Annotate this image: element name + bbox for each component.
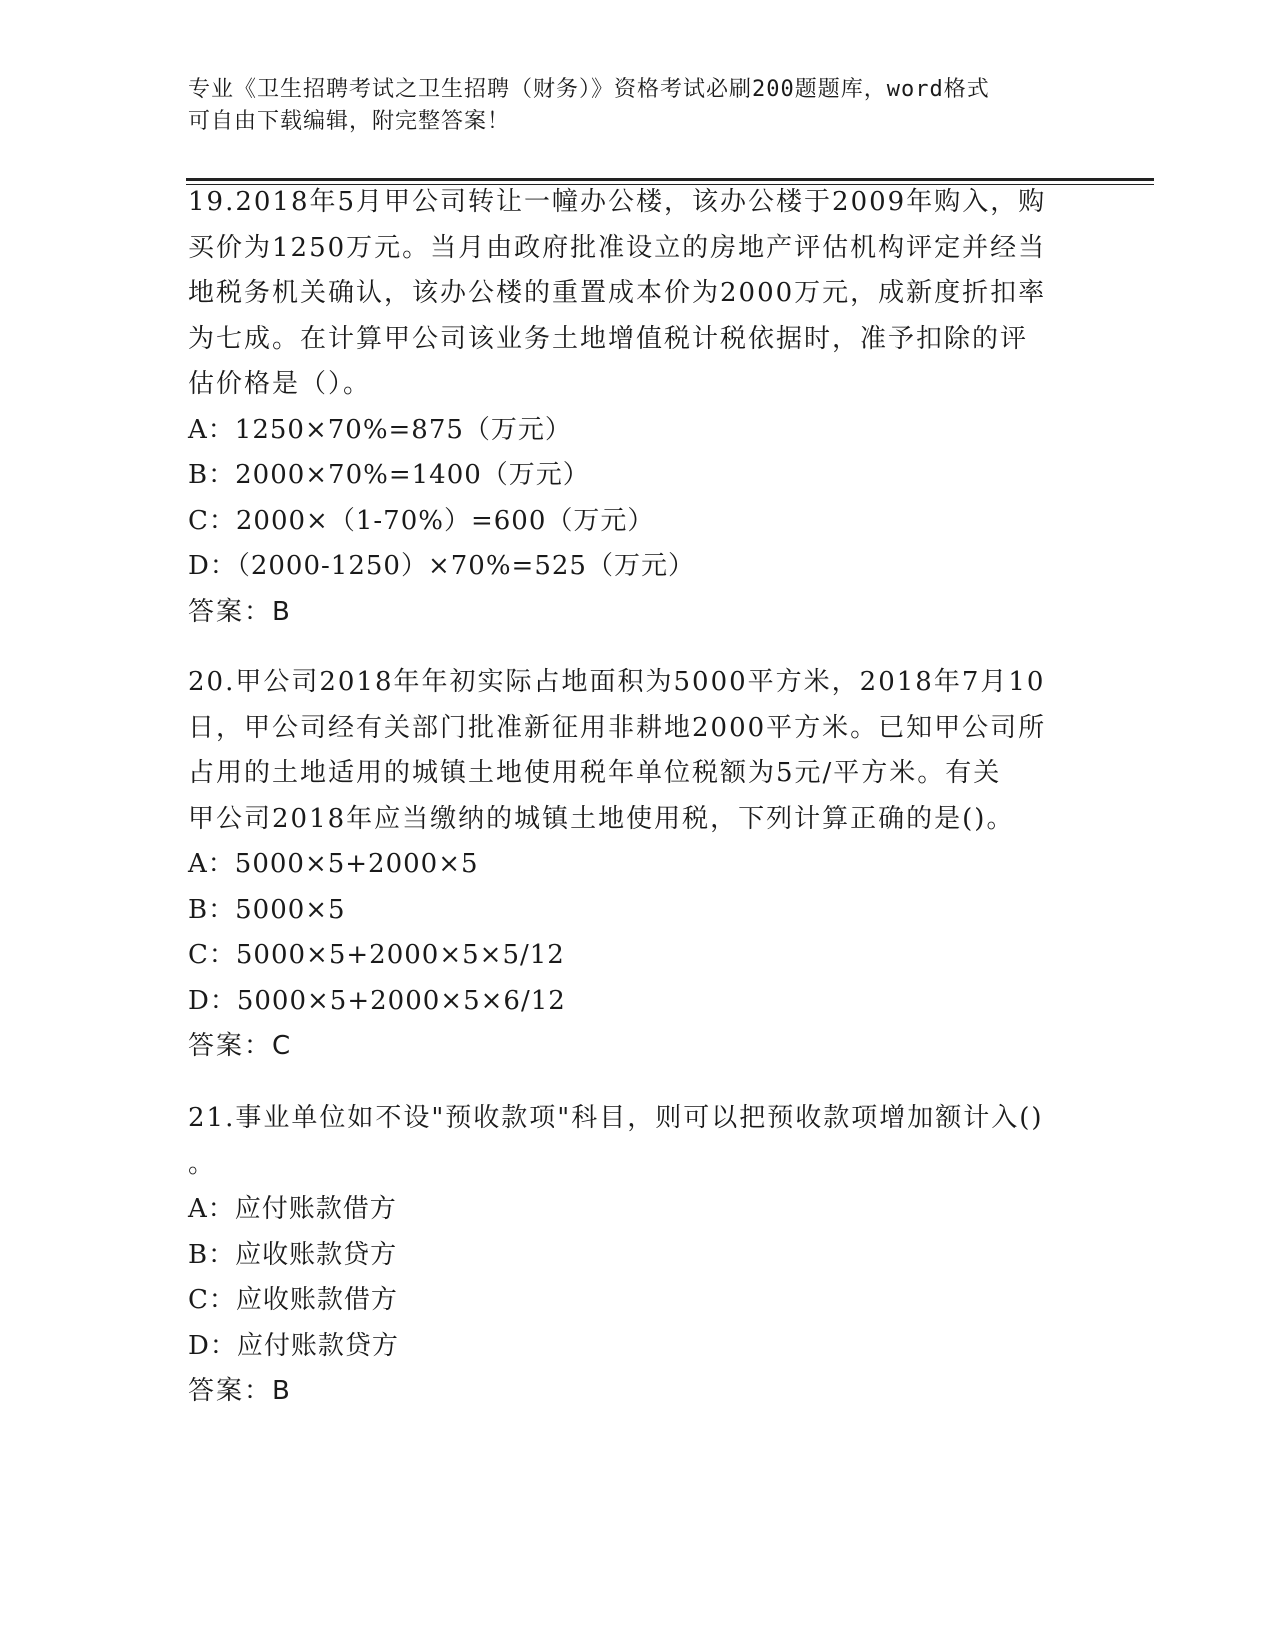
option-c: C：应收账款借方 xyxy=(188,1285,398,1315)
question-20 xyxy=(188,660,1088,1070)
header-line-2: 可自由下载编辑，附完整答案！ xyxy=(188,109,511,134)
option-c: C：5000×5+2000×5×5/12 xyxy=(188,940,565,970)
header-line-1: 专业《卫生招聘考试之卫生招聘（财务）》资格考试必刷200题题库，word格式 xyxy=(188,77,990,102)
option-b: B：5000×5 xyxy=(188,894,346,925)
option-d: D：（2000-1250）×70%=525（万元） xyxy=(188,551,695,581)
option-a: A：应付账款借方 xyxy=(188,1194,397,1224)
document-header xyxy=(188,74,1068,138)
question-stem-line: 为七成。在计算甲公司该业务土地增值税计税依据时，准予扣除的评 xyxy=(188,323,1029,354)
answer-line: 答案：B xyxy=(188,596,292,627)
question-stem-line: 日，甲公司经有关部门批准新征用非耕地2000平方米。已知甲公司所 xyxy=(188,712,1047,743)
question-21 xyxy=(188,1096,1088,1415)
question-stem-line: 20.甲公司2018年年初实际占地面积为5000平方米，2018年7月10 xyxy=(188,667,1046,697)
option-b: B：2000×70%=1400（万元） xyxy=(188,460,590,490)
question-stem-line: 21.事业单位如不设"预收款项"科目，则可以把预收款项增加额计入() xyxy=(188,1103,1044,1133)
option-c: C：2000×（1-70%）=600（万元） xyxy=(188,505,655,536)
option-d: D：5000×5+2000×5×6/12 xyxy=(188,985,566,1016)
option-a: A：1250×70%=875（万元） xyxy=(188,414,572,445)
option-d: D：应付账款贷方 xyxy=(188,1330,399,1361)
answer-line: 答案：B xyxy=(188,1376,292,1406)
question-stem-line: 甲公司2018年应当缴纳的城镇土地使用税，下列计算正确的是()。 xyxy=(188,803,1015,834)
option-a: A：5000×5+2000×5 xyxy=(188,849,479,879)
question-stem-line: 买价为1250万元。当月由政府批准设立的房地产评估机构评定并经当 xyxy=(188,232,1047,263)
question-19 xyxy=(188,180,1088,635)
question-stem-line: 占用的土地适用的城镇土地使用税年单位税额为5元/平方米。有关 xyxy=(188,758,1002,788)
question-stem-line: 估价格是（）。 xyxy=(188,369,372,399)
question-stem-line: 地税务机关确认，该办公楼的重置成本价为2000万元，成新度折扣率 xyxy=(188,278,1047,308)
question-stem-line: 。 xyxy=(188,1148,217,1179)
option-b: B：应收账款贷方 xyxy=(188,1239,398,1270)
answer-line: 答案：C xyxy=(188,1031,293,1061)
question-stem-line: 19.2018年5月甲公司转让一幢办公楼，该办公楼于2009年购入，购 xyxy=(188,187,1047,217)
